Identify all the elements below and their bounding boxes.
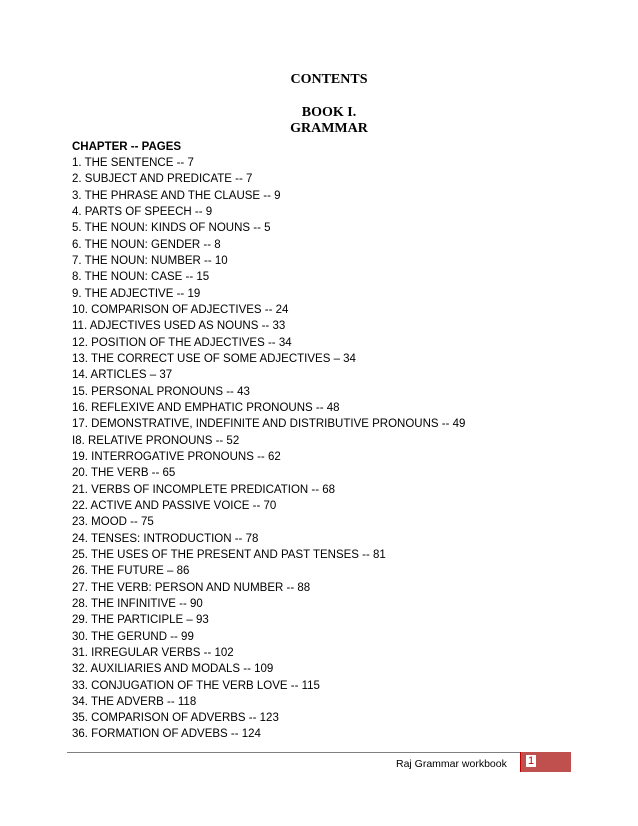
toc-entry: 33. CONJUGATION OF THE VERB LOVE -- 115 xyxy=(72,679,320,692)
footer-label: Raj Grammar workbook xyxy=(396,758,507,770)
toc-entry: 4. PARTS OF SPEECH -- 9 xyxy=(72,205,213,218)
toc-entry: 6. THE NOUN: GENDER -- 8 xyxy=(72,238,221,251)
toc-entry: 26. THE FUTURE – 86 xyxy=(72,565,190,578)
footer-page-box xyxy=(520,752,571,772)
toc-entry: 13. THE CORRECT USE OF SOME ADJECTIVES – 34 xyxy=(72,352,356,365)
page-number: 1 xyxy=(528,755,535,767)
toc-entry: 32. AUXILIARIES AND MODALS -- 109 xyxy=(72,663,274,676)
toc-entry: 12. POSITION OF THE ADJECTIVES -- 34 xyxy=(72,336,292,349)
toc-entry: 15. PERSONAL PRONOUNS -- 43 xyxy=(72,385,250,398)
toc-entry: 2. SUBJECT AND PREDICATE -- 7 xyxy=(72,173,253,186)
toc-entry: 8. THE NOUN: CASE -- 15 xyxy=(72,271,210,284)
toc-entry: I8. RELATIVE PRONOUNS -- 52 xyxy=(72,434,240,447)
toc-entry: 17. DEMONSTRATIVE, INDEFINITE AND DISTRIBUTIVE PRONOUNS -- 49 xyxy=(72,418,466,431)
contents-heading: CONTENTS xyxy=(290,72,368,87)
toc-entry: 27. THE VERB: PERSON AND NUMBER -- 88 xyxy=(72,581,311,594)
toc-entry: 21. VERBS OF INCOMPLETE PREDICATION -- 68 xyxy=(72,483,336,496)
toc-entry: 28. THE INFINITIVE -- 90 xyxy=(72,597,203,610)
toc-entry: 3. THE PHRASE AND THE CLAUSE -- 9 xyxy=(72,189,281,202)
toc-entry: 24. TENSES: INTRODUCTION -- 78 xyxy=(72,532,259,545)
toc-entry: 36. FORMATION OF ADVEBS -- 124 xyxy=(72,728,261,741)
book-heading: BOOK I. xyxy=(301,105,357,120)
toc-entry: 10. COMPARISON OF ADJECTIVES -- 24 xyxy=(72,303,289,316)
footer-divider xyxy=(67,752,570,753)
toc-entry: 34. THE ADVERB -- 118 xyxy=(72,695,197,708)
toc-entry: 22. ACTIVE AND PASSIVE VOICE -- 70 xyxy=(72,499,277,512)
toc-entry: 14. ARTICLES – 37 xyxy=(72,369,173,382)
toc-entry: 29. THE PARTICIPLE – 93 xyxy=(72,614,209,627)
table-of-contents xyxy=(72,155,572,743)
grammar-heading: GRAMMAR xyxy=(290,121,368,136)
toc-entry: 31. IRREGULAR VERBS -- 102 xyxy=(72,646,234,659)
toc-entry: 5. THE NOUN: KINDS OF NOUNS -- 5 xyxy=(72,222,271,235)
toc-column-header: CHAPTER -- PAGES xyxy=(72,141,182,153)
toc-entry: 9. THE ADJECTIVE -- 19 xyxy=(72,287,201,300)
toc-entry: 35. COMPARISON OF ADVERBS -- 123 xyxy=(72,712,279,725)
toc-entry: 7. THE NOUN: NUMBER -- 10 xyxy=(72,254,228,267)
toc-entry: 16. REFLEXIVE AND EMPHATIC PRONOUNS -- 48 xyxy=(72,401,340,414)
toc-entry: 19. INTERROGATIVE PRONOUNS -- 62 xyxy=(72,450,281,463)
toc-entry: 11. ADJECTIVES USED AS NOUNS -- 33 xyxy=(72,320,286,333)
toc-entry: 20. THE VERB -- 65 xyxy=(72,467,176,480)
toc-entry: 1. THE SENTENCE -- 7 xyxy=(72,157,194,169)
toc-entry: 30. THE GERUND -- 99 xyxy=(72,630,194,643)
toc-entry: 25. THE USES OF THE PRESENT AND PAST TENSES -- 81 xyxy=(72,548,386,561)
toc-entry: 23. MOOD -- 75 xyxy=(72,516,154,529)
